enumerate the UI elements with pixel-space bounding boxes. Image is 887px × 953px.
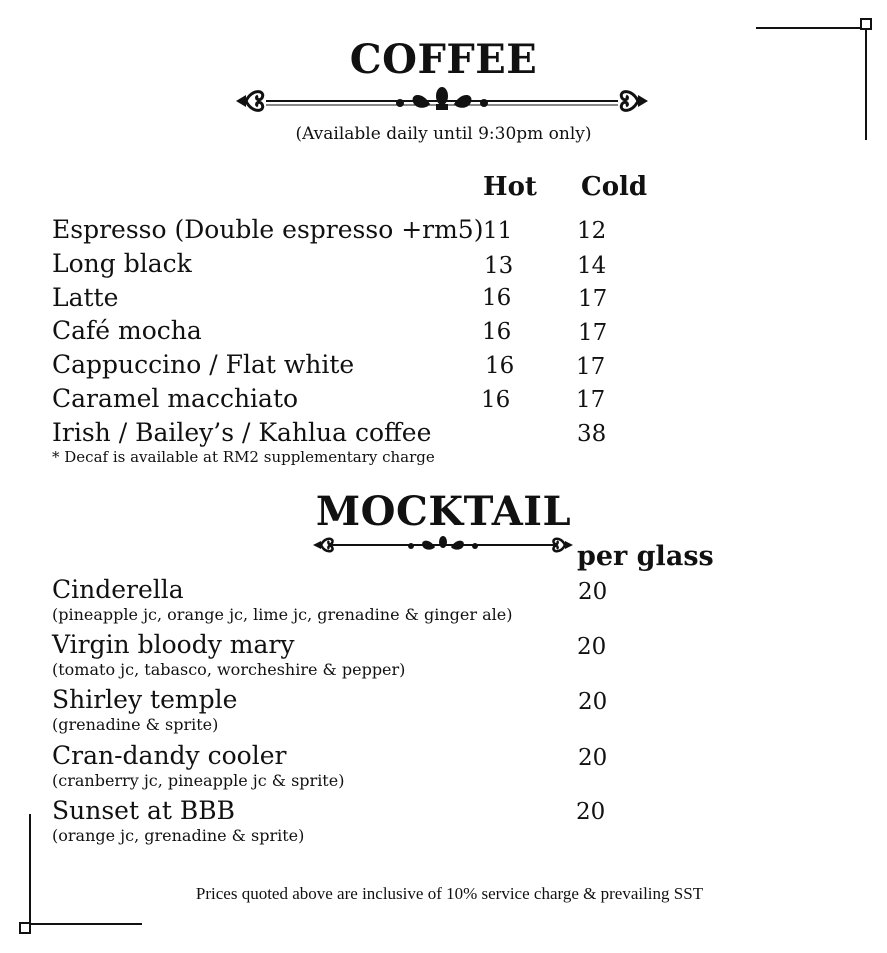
mocktail-item-price: 20: [578, 689, 608, 715]
coffee-item-name: Long black: [52, 249, 192, 278]
column-header-hot: Hot: [483, 172, 537, 202]
mocktail-item-description: (orange jc, grenadine & sprite): [52, 826, 305, 845]
price-disclaimer-footer: Prices quoted above are inclusive of 10% service charge & prevailing SST: [195, 884, 704, 903]
mocktail-item-name: Cinderella: [52, 575, 184, 604]
coffee-item-name: Irish / Bailey’s / Kahlua coffee: [52, 418, 432, 447]
mocktail-item-price: 20: [578, 745, 608, 771]
mocktail-item-description: (cranberry jc, pineapple jc & sprite): [52, 771, 345, 790]
coffee-item-hot-price: 16: [485, 353, 515, 379]
coffee-item-cold-price: 14: [577, 253, 607, 279]
coffee-item-hot-price: 16: [482, 319, 512, 345]
per-glass-header: per glass: [577, 541, 714, 572]
coffee-item-hot-price: 11: [483, 218, 513, 244]
mocktail-item-description: (grenadine & sprite): [52, 715, 219, 734]
mocktail-item-price: 20: [576, 799, 606, 825]
coffee-item-name: Latte: [52, 283, 119, 312]
decaf-note: * Decaf is available at RM2 supplementary charge: [52, 448, 435, 466]
coffee-item-cold-price: 17: [576, 387, 606, 413]
coffee-availability-note: (Available daily until 9:30pm only): [295, 124, 592, 144]
mocktail-item-description: (tomato jc, tabasco, worcheshire & pepper): [52, 660, 406, 679]
mocktail-item-name: Cran-dandy cooler: [52, 741, 287, 770]
coffee-item-name: Cappuccino / Flat white: [52, 350, 355, 379]
coffee-item-hot-price: 16: [482, 285, 512, 311]
column-header-cold: Cold: [581, 172, 648, 202]
mocktail-title: MOCKTAIL: [315, 488, 572, 535]
mocktail-item-name: Shirley temple: [52, 685, 238, 714]
coffee-item-hot-price: 13: [484, 253, 514, 279]
mocktail-item-description: (pineapple jc, orange jc, lime jc, grenadine & ginger ale): [52, 605, 513, 624]
mocktail-item-name: Virgin bloody mary: [52, 630, 295, 659]
coffee-divider-ornament: [232, 84, 652, 118]
coffee-item-name: Espresso (Double espresso +rm5): [52, 215, 484, 244]
mocktail-item-name: Sunset at BBB: [52, 796, 235, 825]
coffee-item-cold-price: 17: [576, 354, 606, 380]
mocktail-item-price: 20: [577, 634, 607, 660]
coffee-item-name: Caramel macchiato: [52, 384, 299, 413]
coffee-item-cold-price: 12: [577, 218, 607, 244]
coffee-item-cold-price: 17: [578, 320, 608, 346]
coffee-item-cold-price: 38: [577, 421, 607, 447]
coffee-title: COFFEE: [349, 36, 538, 83]
mocktail-item-price: 20: [578, 579, 608, 605]
coffee-item-name: Café mocha: [52, 316, 202, 345]
coffee-item-hot-price: 16: [481, 387, 511, 413]
mocktail-divider-ornament: [311, 533, 575, 557]
coffee-item-cold-price: 17: [578, 286, 608, 312]
